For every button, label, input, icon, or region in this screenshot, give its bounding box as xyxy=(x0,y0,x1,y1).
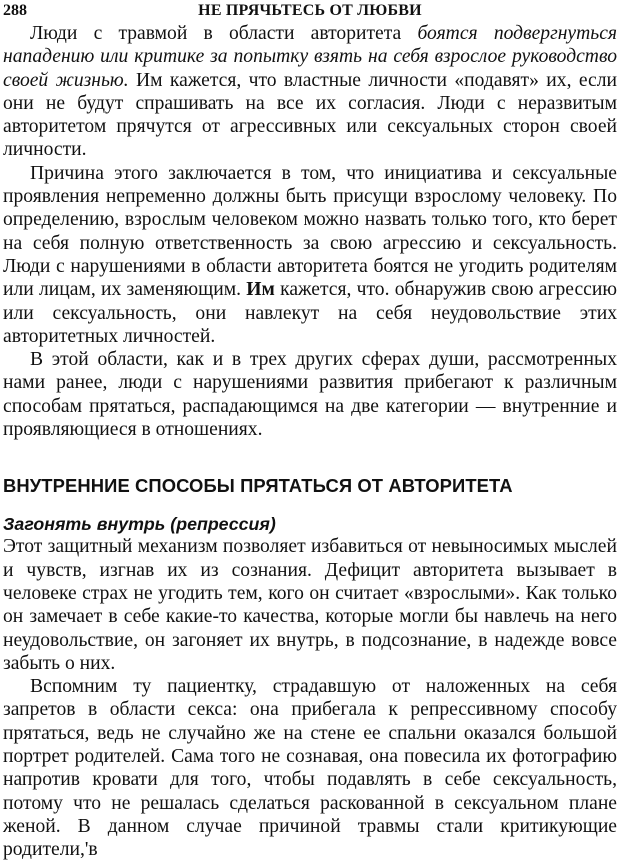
section-heading: ВНУТРЕННИЕ СПОСОБЫ ПРЯТАТЬСЯ ОТ АВТОРИТЕТА xyxy=(3,475,513,497)
subheading: Загонять внутрь (репрессия) xyxy=(3,514,276,535)
paragraph-1 xyxy=(3,22,617,162)
paragraph-1-end: Им кажется, что властные личности «подавят» их, если они не будут спрашивать на все их согласия. Люди с неразвитым авторитетом прячутся от агрессивных или сексуальных сторон своей личности. xyxy=(3,69,617,161)
paragraph-3: В этой области, как и в трех других сферах души, рассмотренных нами ранее, люди с нарушениями развития прибегают к различным способам прятаться, распадающимся на две категории — внутренние и проявляющиеся в отношениях. xyxy=(3,349,617,441)
page-number: 288 xyxy=(3,2,27,19)
paragraph-2-bold: Им xyxy=(246,279,275,301)
running-title: НЕ ПРЯЧЬТЕСЬ ОТ ЛЮБВИ xyxy=(198,2,422,19)
paragraph-4: Этот защитный механизм позволяет избавиться от невыносимых мыслей и чувств, изгнав их из сознания. Дефицит авторитета вызывает в человеке страх не угодить тем, кого он считает «взрослыми». Как только он замечает в себе какие-то качества, которые могли бы навлечь на него неудовольствие, он загоняет их внутрь, в подсознание, в надежде вовсе забыть о них. xyxy=(3,536,617,674)
paragraph-2 xyxy=(3,162,617,348)
paragraph-2-start: Причина этого заключается в том, что инициатива и сексуальные проявления непременно должны быть присущи взрослому человеку. По определению, взрослым человеком можно назвать только того, кто берет на себя полную ответственность за свою агрессию и сексуальность. Люди с нарушениями в области авторитета боятся не угодить родителям или лицам, их заменяющим. xyxy=(3,162,617,301)
running-head xyxy=(3,0,617,22)
paragraph-5: Вспомним ту пациентку, страдавшую от наложенных на себя запретов в области секса: она прибегала к репрессивному способу прятаться, ведь не случайно же на стене ее спальни оказался большой портрет родителей. Сама того не сознавая, она повесила их фотографию напротив кровати для того, чтобы подавлять в себе сексуальность, потому что не решалась сделаться раскованной в сексуальном плане женой. В данном случае причиной травмы стали критикующие родители,'в xyxy=(3,676,617,861)
paragraph-1-start: Люди с травмой в области авторитета xyxy=(30,23,418,44)
book-page xyxy=(3,0,617,862)
paragraph-1-italic: боятся подвергнуться нападению или критике за попытку взять на себя взрослое руководство своей жизнью. xyxy=(3,23,617,91)
paragraph-2-end: кажется, что. обнаружив свою агрессию или сексуальность, они навлекут на себя неудовольствие этих авторитетных личностей. xyxy=(3,279,617,347)
